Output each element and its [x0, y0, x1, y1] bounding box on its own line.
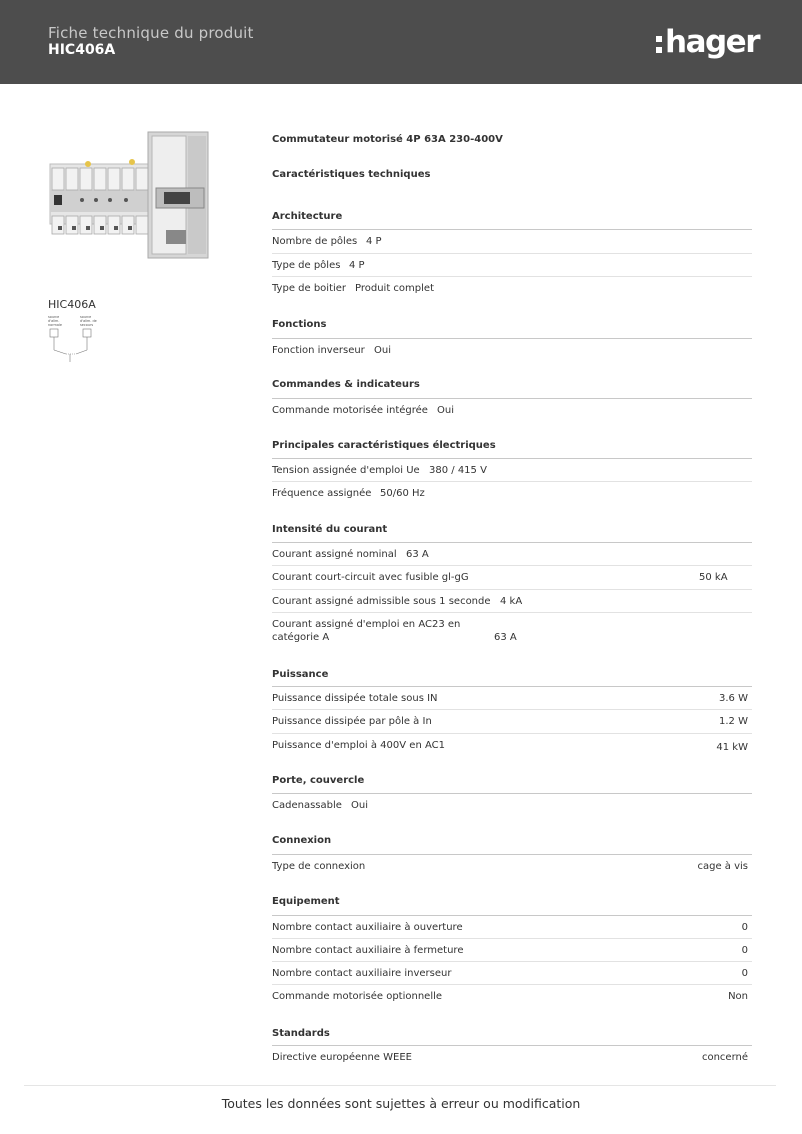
spec-value: 4 kA [500, 596, 523, 607]
spec-value: 0 [741, 945, 748, 956]
spec-row [272, 338, 752, 362]
spec-label: Puissance dissipée par pôle à In [272, 716, 432, 727]
spec-value: 50/60 Hz [380, 488, 425, 499]
logo-dots-icon [656, 36, 662, 53]
hager-logo [656, 22, 759, 62]
spec-label: Courant assigné d'emploi en AC23 en [272, 619, 461, 630]
spec-value: 50 kA [699, 572, 728, 583]
spec-label: Courant assigné admissible sous 1 seconde [272, 596, 491, 607]
product-caption: HIC406A [48, 298, 96, 311]
spec-value: 1.2 W [719, 716, 748, 727]
spec-value: 4 P [366, 236, 382, 247]
spec-value: Non [728, 991, 748, 1002]
schematic-label: source [80, 315, 92, 319]
footer-divider [24, 1085, 776, 1086]
spec-value: Oui [351, 800, 368, 811]
product-image [48, 130, 213, 260]
spec-row [272, 686, 752, 710]
header-subtitle: Fiche technique du produit [48, 24, 254, 42]
spec-label: Nombre contact auxiliaire inverseur [272, 968, 452, 979]
spec-value: 4 P [349, 260, 365, 271]
spec-value: 63 A [494, 632, 517, 643]
spec-label: Courant assigné nominal [272, 549, 397, 560]
section-heading: Porte, couvercle [272, 775, 365, 786]
section-heading: Principales caractéristiques électriques [272, 440, 496, 451]
spec-label: Cadenassable [272, 800, 342, 811]
spec-value: 0 [741, 968, 748, 979]
spec-row [272, 276, 752, 300]
page-footer: Toutes les données sont sujettes à erreur ou modification [221, 1096, 581, 1111]
schematic-label: d'alim. de [80, 319, 97, 323]
spec-label: Commande motorisée intégrée [272, 405, 428, 416]
spec-value: 41 kW [716, 742, 748, 753]
product-title: Commutateur motorisé 4P 63A 230-400V [272, 134, 503, 145]
spec-value: Oui [374, 345, 391, 356]
spec-row [272, 253, 752, 277]
spec-row [272, 565, 752, 589]
spec-row [272, 709, 752, 733]
section-heading: Equipement [272, 896, 340, 907]
spec-row [272, 854, 752, 878]
spec-row [272, 938, 752, 962]
section-heading: Connexion [272, 835, 332, 846]
spec-label: Courant court-circuit avec fusible gl-gG [272, 572, 469, 583]
schematic-label: source [48, 315, 60, 319]
spec-row [272, 542, 752, 566]
section-heading: Commandes & indicateurs [272, 379, 420, 390]
spec-label: Fréquence assignée [272, 488, 372, 499]
spec-row [272, 915, 752, 939]
header-product-code: HIC406A [48, 42, 116, 58]
spec-label: Puissance dissipée totale sous IN [272, 693, 438, 704]
schematic-label: d'alim. [48, 319, 60, 323]
spec-label: Commande motorisée optionnelle [272, 991, 443, 1002]
logo-word: hager [665, 24, 759, 60]
section-heading: Standards [272, 1028, 330, 1039]
spec-label-continued: catégorie A [272, 632, 330, 643]
spec-value: 0 [741, 922, 748, 933]
spec-label: Type de connexion [272, 861, 366, 872]
spec-label: Nombre contact auxiliaire à fermeture [272, 945, 464, 956]
spec-row [272, 398, 752, 422]
spec-row [272, 229, 752, 253]
schematic-label: normale [48, 323, 62, 327]
spec-label: Nombre contact auxiliaire à ouverture [272, 922, 463, 933]
spec-value: 3.6 W [719, 693, 748, 704]
spec-value: 63 A [406, 549, 429, 560]
spec-label: Type de pôles [272, 260, 341, 271]
section-heading: Puissance [272, 669, 329, 680]
spec-row [272, 458, 752, 482]
spec-label: Tension assignée d'emploi Ue [272, 465, 420, 476]
spec-row [272, 984, 752, 1008]
section-heading: Intensité du courant [272, 524, 388, 535]
spec-row [272, 733, 752, 757]
spec-value: Oui [437, 405, 454, 416]
section-heading: Fonctions [272, 319, 327, 330]
spec-row [272, 612, 752, 653]
page-header [0, 0, 802, 84]
spec-row [272, 1045, 752, 1069]
spec-row [272, 481, 752, 505]
spec-row [272, 793, 752, 817]
section-heading: Caractéristiques techniques [272, 169, 431, 180]
spec-value: concerné [701, 1052, 748, 1063]
wiring-schematic [48, 314, 108, 366]
spec-value: 380 / 415 V [429, 465, 487, 476]
spec-row [272, 589, 752, 613]
spec-label: Type de boitier [272, 283, 347, 294]
spec-label: Nombre de pôles [272, 236, 358, 247]
schematic-label: secours [80, 323, 94, 327]
spec-value: cage à vis [697, 861, 748, 872]
section-heading: Architecture [272, 211, 343, 222]
spec-label: Directive européenne WEEE [272, 1052, 412, 1063]
spec-label: Fonction inverseur [272, 345, 365, 356]
spec-row [272, 961, 752, 985]
spec-label: Puissance d'emploi à 400V en AC1 [272, 740, 445, 751]
spec-value: Produit complet [355, 283, 434, 294]
